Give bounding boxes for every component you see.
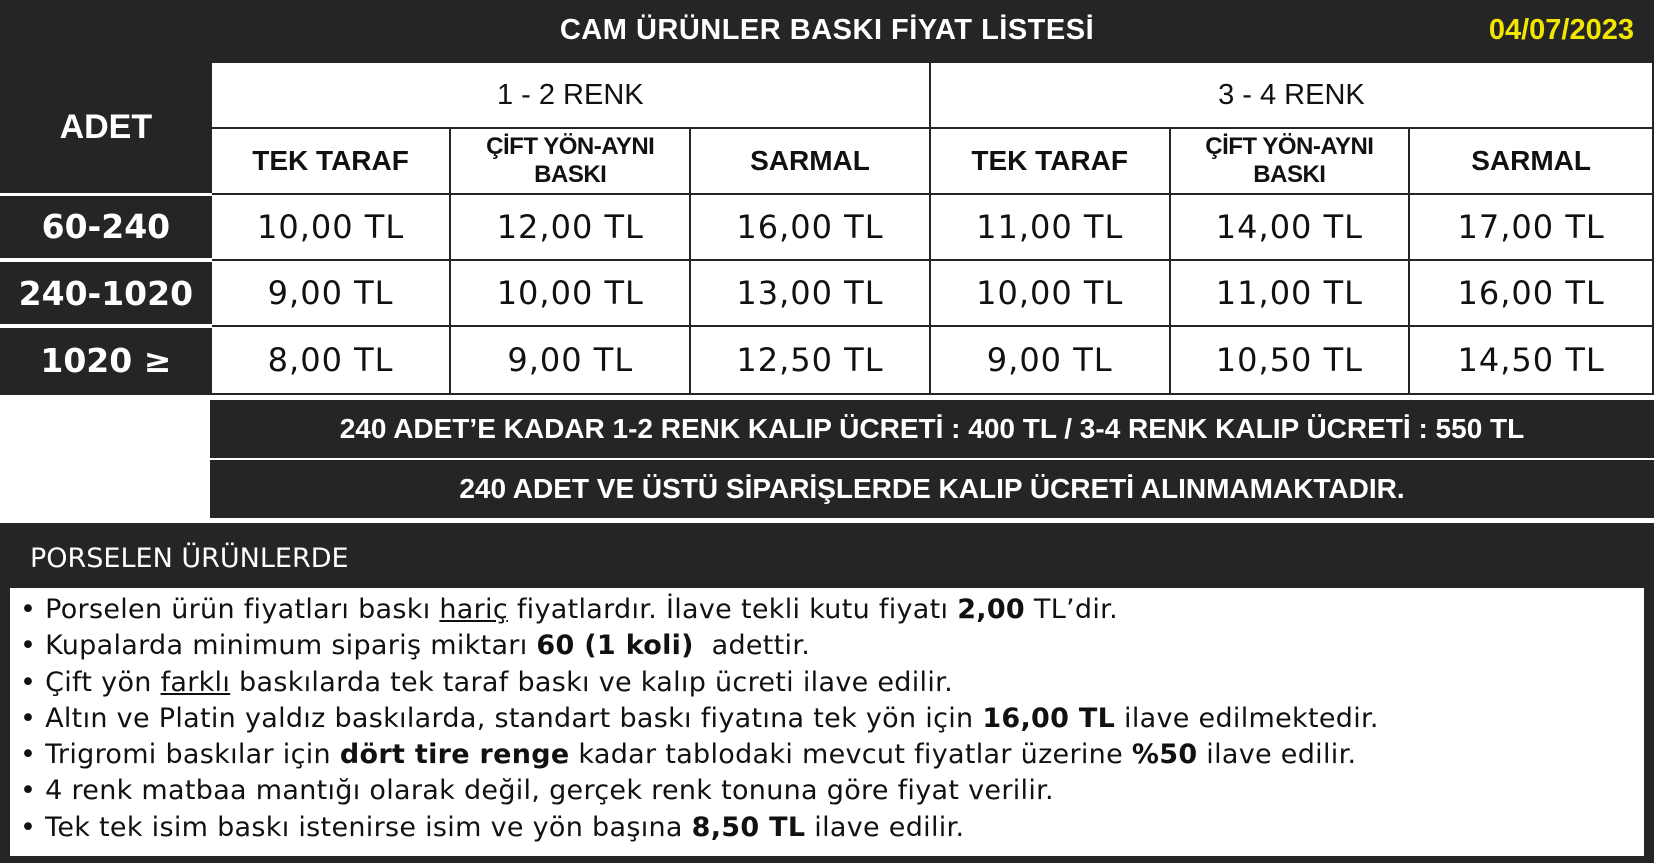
table-row [1,326,1653,394]
note-text: kadar tablodaki mevcut fiyatlar üzerine [569,739,1132,771]
price-cell: 9,00 TL [450,326,690,394]
adet-header: ADET [1,62,211,194]
note-text: • Altın ve Platin yaldız baskılarda, standart baskı fiyatına tek yön için [20,702,983,734]
porselen-notes-list [20,592,1632,846]
subheader-tek-taraf: TEK TARAF [930,128,1170,194]
price-cell: 10,50 TL [1170,326,1410,394]
price-cell: 14,00 TL [1170,194,1410,260]
note-text: • Porselen ürün fiyatları baskı [20,594,440,625]
price-cell: 10,00 TL [930,260,1170,326]
list-item [20,810,1632,846]
quantity-label: 60-240 [1,194,211,260]
price-cell: 12,00 TL [450,194,690,260]
price-cell: 10,00 TL [211,194,451,260]
table-row [1,194,1653,260]
group-header-1-2-renk: 1 - 2 RENK [211,62,930,128]
quantity-label: 1020 ≥ [1,326,211,394]
price-cell: 16,00 TL [690,194,930,260]
price-cell: 16,00 TL [1409,260,1653,326]
list-item [20,628,1632,664]
price-list-date: 04/07/2023 [1488,14,1634,46]
quantity-label: 240-1020 [1,260,211,326]
note-bold: dört tire renge [339,739,570,771]
note-text: adettir. [693,630,811,662]
price-cell: 14,50 TL [1409,326,1653,394]
mold-fee-note: 240 ADET’E KADAR 1-2 RENK KALIP ÜCRETİ : 400 TL / 3-4 RENK KALIP ÜCRETİ : 550 TL [210,400,1654,458]
note-text: • 4 renk matbaa mantığı olarak değil, gerçek renk tonuna göre fiyat verilir. [20,775,1054,807]
note-bold: 2,00 [957,594,1026,625]
note-text: • Kupalarda minimum sipariş miktarı [20,630,537,662]
price-cell: 11,00 TL [930,194,1170,260]
subheader-sarmal: SARMAL [1409,128,1653,194]
note-text: ilave edilir. [1197,739,1357,771]
note-bold: 60 (1 koli) [536,630,694,662]
list-item [20,773,1632,809]
list-item [20,665,1632,701]
price-cell: 13,00 TL [690,260,930,326]
price-cell: 11,00 TL [1170,260,1410,326]
note-text: baskılarda tek taraf baskı ve kalıp ücreti ilave edilir. [230,666,953,698]
note-text: • Çift yön [20,666,161,698]
price-cell: 17,00 TL [1409,194,1653,260]
note-text: ilave edilir. [805,811,965,843]
price-cell: 9,00 TL [930,326,1170,394]
subheader-tek-taraf: TEK TARAF [211,128,451,194]
mold-fee-exemption-note: 240 ADET VE ÜSTÜ SİPARİŞLERDE KALIP ÜCRETİ ALINMAMAKTADIR. [210,460,1654,518]
porselen-heading: PORSELEN ÜRÜNLERDE [30,542,349,574]
subheader-sarmal: SARMAL [690,128,930,194]
table-row [1,260,1653,326]
price-cell: 10,00 TL [450,260,690,326]
page-title: CAM ÜRÜNLER BASKI FİYAT LİSTESİ [559,14,1095,46]
note-underline: hariç [439,594,508,625]
porselen-notes-box [10,588,1644,856]
note-underline: farklı [160,666,231,698]
list-item [20,737,1632,773]
note-bold: %50 [1131,739,1198,771]
list-item [20,701,1632,737]
note-text: • Tek tek isim baskı istenirse isim ve yön başına [20,811,692,843]
subheader-cift-yon: ÇİFT YÖN-AYNI BASKI [1170,128,1410,194]
subheader-cift-yon: ÇİFT YÖN-AYNI BASKI [450,128,690,194]
note-bold: 8,50 TL [691,811,806,843]
note-text: • Trigromi baskılar için [20,739,340,771]
price-cell: 8,00 TL [211,326,451,394]
price-cell: 12,50 TL [690,326,930,394]
note-text: fiyatlardır. İlave tekli kutu fiyatı [507,594,958,625]
price-table [0,61,1654,395]
list-item [20,592,1632,628]
note-text: ilave edilmektedir. [1115,702,1379,734]
note-text: TL’dir. [1025,594,1118,625]
group-header-3-4-renk: 3 - 4 RENK [930,62,1653,128]
price-cell: 9,00 TL [211,260,451,326]
note-bold: 16,00 TL [982,702,1116,734]
